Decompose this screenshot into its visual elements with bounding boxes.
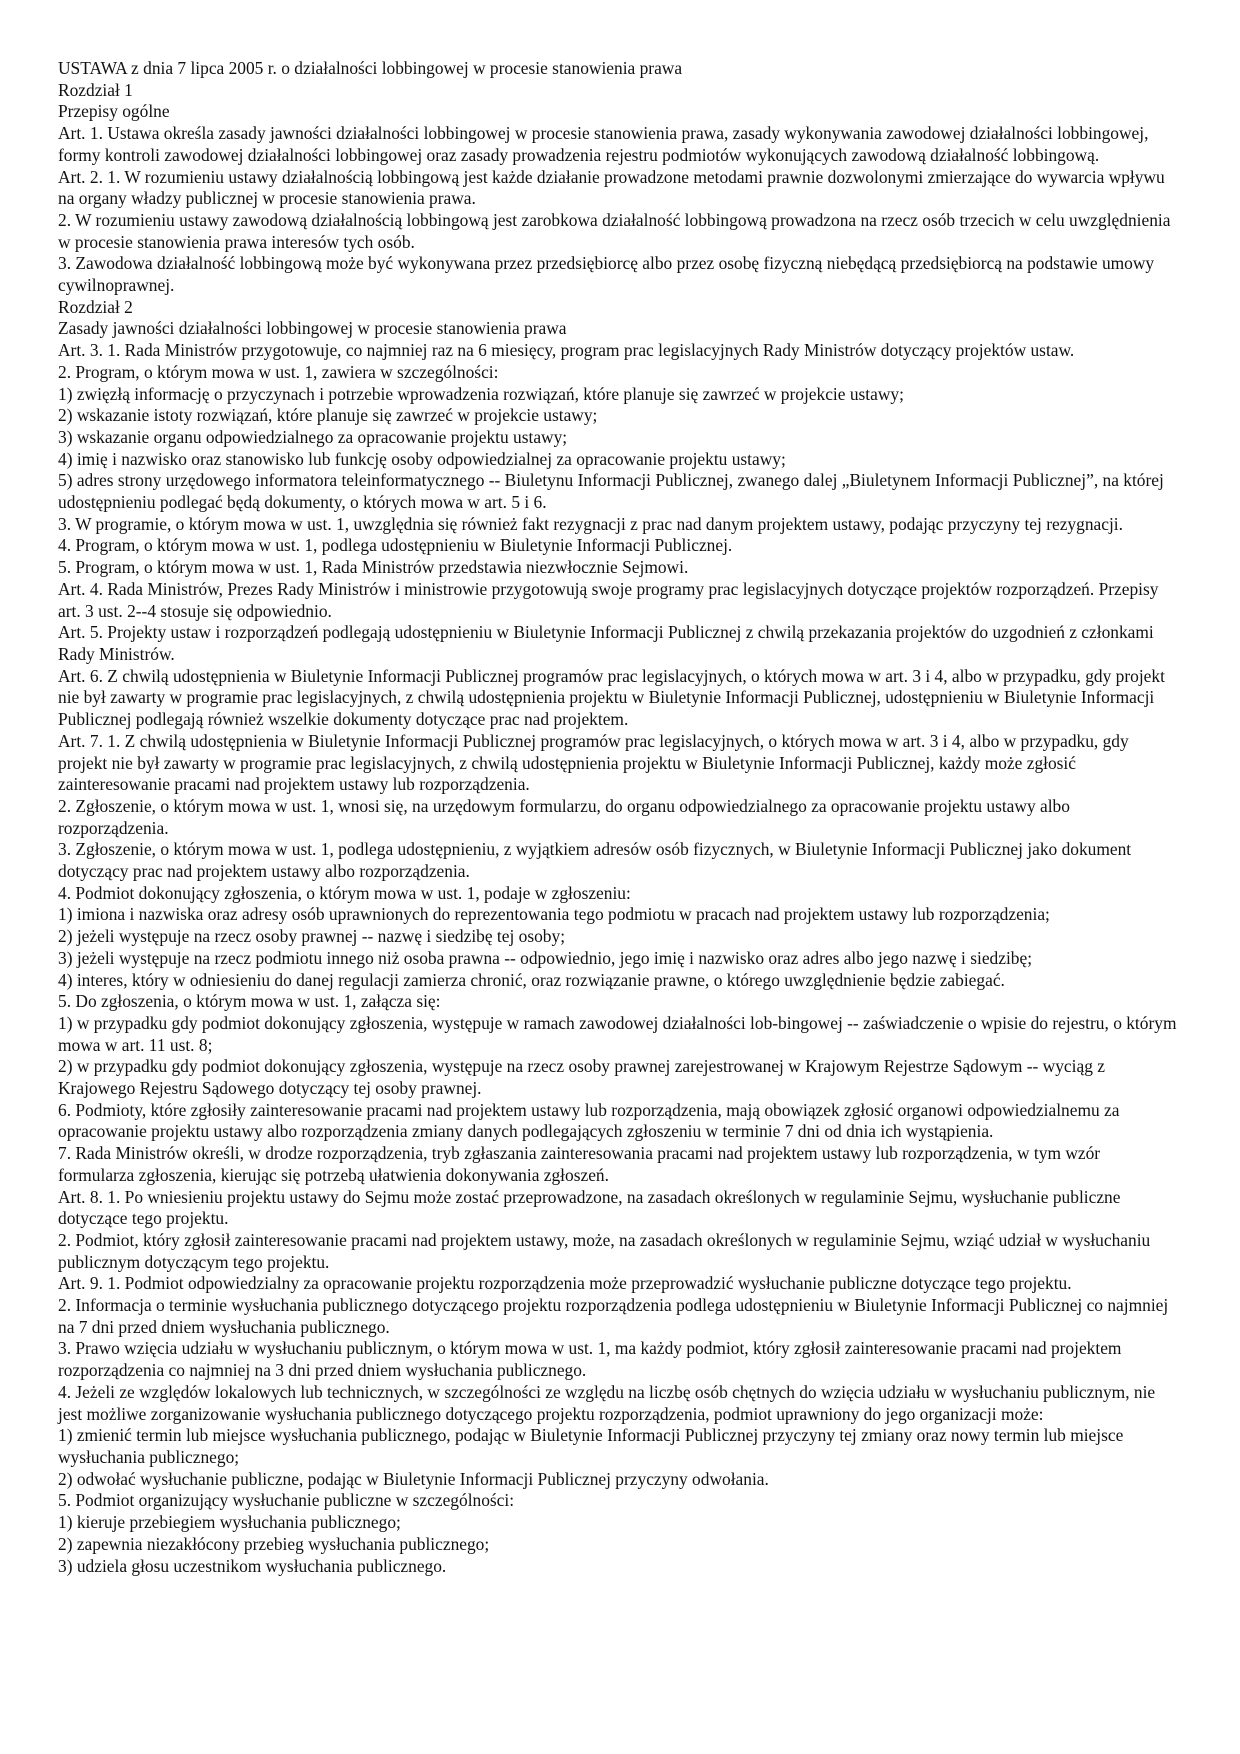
list-item: 2) zapewnia niezakłócony przebieg wysłuchania publicznego; <box>58 1533 490 1554</box>
chapter-title: Zasady jawności działalności lobbingowej w procesie stanowienia prawa <box>58 318 567 339</box>
article-paragraph: Art. 9. 1. Podmiot odpowiedzialny za opracowanie projektu rozporządzenia może przeprowadzić wysłuchanie publiczne dotyczące tego projektu. <box>58 1273 1072 1294</box>
list-item: 3) wskazanie organu odpowiedzialnego za opracowanie projektu ustawy; <box>58 426 568 447</box>
article-paragraph: 3. Prawo wzięcia udziału w wysłuchaniu publicznym, o którym mowa w ust. 1, ma każdy podmiot, który zgłosił zainteresowanie pracami nad projektem rozporządzenia co najmniej na 3 dni przed dniem wysłuchania publicznego. <box>58 1338 1122 1381</box>
article-paragraph: 3. W programie, o którym mowa w ust. 1, uwzględnia się również fakt rezygnacji z prac nad danym projektem ustawy, podając przyczyny tej rezygnacji. <box>58 513 1123 534</box>
list-item: 4) imię i nazwisko oraz stanowisko lub funkcję osoby odpowiedzialnej za opracowanie projektu ustawy; <box>58 448 786 469</box>
list-item: 1) w przypadku gdy podmiot dokonujący zgłoszenia, występuje w ramach zawodowej działalności lob-bingowej -- zaświadczenie o wpisie do rejestru, o którym mowa w art. 11 ust. 8; <box>58 1012 1177 1055</box>
article-paragraph: 5. Program, o którym mowa w ust. 1, Rada Ministrów przedstawia niezwłocznie Sejmowi. <box>58 557 689 578</box>
article-paragraph: 5. Do zgłoszenia, o którym mowa w ust. 1, załącza się: <box>58 991 441 1012</box>
article-paragraph: 6. Podmioty, które zgłosiły zainteresowanie pracami nad projektem ustawy lub rozporządzenia, mają obowiązek zgłosić organowi odpowiedzialnemu za opracowanie projektu ustawy albo rozporządzenia zmiany danych podlegających zgłoszeniu w terminie 7 dni od dnia ich wystąpienia. <box>58 1099 1120 1142</box>
article-paragraph: 7. Rada Ministrów określi, w drodze rozporządzenia, tryb zgłaszania zainteresowania pracami nad projektem ustawy lub rozporządzenia, w tym wzór formularza zgłoszenia, kierując się potrzebą ułatwienia dokonywania zgłoszeń. <box>58 1143 1101 1185</box>
article-paragraph: 2. Zgłoszenie, o którym mowa w ust. 1, wnosi się, na urzędowym formularzu, do organu odpowiedzialnego za opracowanie projektu ustawy albo rozporządzenia. <box>58 795 1070 838</box>
chapter-heading: Rozdział 2 <box>58 296 133 317</box>
article-paragraph: 2. W rozumieniu ustawy zawodową działalnością lobbingową jest zarobkowa działalność lobbingową prowadzona na rzecz osób trzecich w celu uwzględnienia w procesie stanowienia prawa interesów tych osób. <box>58 209 1171 252</box>
article-paragraph: 4. Program, o którym mowa w ust. 1, podlega udostępnieniu w Biuletynie Informacji Publicznej. <box>58 535 733 556</box>
list-item: 3) jeżeli występuje na rzecz podmiotu innego niż osoba prawna -- odpowiednio, jego imię i nazwisko oraz adres albo jego nazwę i siedzibę; <box>58 947 1033 968</box>
article-paragraph: 4. Jeżeli ze względów lokalowych lub technicznych, w szczególności ze względu na liczbę osób chętnych do wzięcia udziału w wysłuchaniu publicznym, nie jest możliwe zorganizowanie wysłuchania publicznego dotyczącego projektu rozporządzenia, podmiot uprawniony do jego organizacji może: <box>58 1381 1156 1424</box>
article-paragraph: Art. 5. Projekty ustaw i rozporządzeń podlegają udostępnieniu w Biuletynie Informacji Publicznej z chwilą przekazania projektów do uzgodnień z członkami Rady Ministrów. <box>58 622 1154 664</box>
list-item: 1) zwięzłą informację o przyczynach i potrzebie wprowadzenia rozwiązań, które planuje się zawrzeć w projekcie ustawy; <box>58 383 904 404</box>
list-item: 4) interes, który w odniesieniu do danej regulacji zamierza chronić, oraz rozwiązanie prawne, o którego uwzględnienie będzie zabiegać. <box>58 969 1005 990</box>
article-paragraph: Art. 2. 1. W rozumieniu ustawy działalnością lobbingową jest każde działanie prowadzone metodami prawnie dozwolonymi zmierzające do wywarcia wpływu na organy władzy publicznej w procesie stanowienia prawa. <box>58 166 1165 209</box>
list-item: 2) odwołać wysłuchanie publiczne, podając w Biuletynie Informacji Publicznej przyczyny odwołania. <box>58 1468 769 1489</box>
article-paragraph: 3. Zgłoszenie, o którym mowa w ust. 1, podlega udostępnieniu, z wyjątkiem adresów osób fizycznych, w Biuletynie Informacji Publicznej jako dokument dotyczący prac nad projektem ustawy albo rozporządzenia. <box>58 839 1132 882</box>
article-paragraph: 2. Informacja o terminie wysłuchania publicznego dotyczącego projektu rozporządzenia podlega udostępnieniu w Biuletynie Informacji Publicznej co najmniej na 7 dni przed dniem wysłuchania publicznego. <box>58 1295 1169 1337</box>
document-page <box>58 58 1178 1577</box>
article-paragraph: Art. 6. Z chwilą udostępnienia w Biuletynie Informacji Publicznej programów prac legislacyjnych, o których mowa w art. 3 i 4, albo w przypadku, gdy projekt nie był zawarty w programie prac legislacyjnych, z chwilą udostępnienia projektu w Biuletynie Informacji Publicznej, udostępnieniu w Biuletynie Informacji Publicznej podlegają również wszelkie dokumenty dotyczące prac nad projektem. <box>58 665 1165 730</box>
article-paragraph: 2. Program, o którym mowa w ust. 1, zawiera w szczególności: <box>58 361 499 382</box>
list-item: 5) adres strony urzędowego informatora teleinformatycznego -- Biuletynu Informacji Publicznej, zwanego dalej „Biuletynem Informacji Publicznej”, na której udostępnieniu podlegać będą dokumenty, o których mowa w art. 5 i 6. <box>58 470 1164 513</box>
list-item: 1) zmienić termin lub miejsce wysłuchania publicznego, podając w Biuletynie Informacji Publicznej przyczyny tej zmiany oraz nowy termin lub miejsce wysłuchania publicznego; <box>58 1425 1124 1467</box>
article-paragraph: Art. 4. Rada Ministrów, Prezes Rady Ministrów i ministrowie przygotowują swoje programy prac legislacyjnych dotyczące projektów rozporządzeń. Przepisy art. 3 ust. 2--4 stosuje się odpowiednio. <box>58 578 1159 621</box>
article-paragraph: 4. Podmiot dokonujący zgłoszenia, o którym mowa w ust. 1, podaje w zgłoszeniu: <box>58 882 631 903</box>
list-item: 2) wskazanie istoty rozwiązań, które planuje się zawrzeć w projekcie ustawy; <box>58 405 598 426</box>
list-item: 2) jeżeli występuje na rzecz osoby prawnej -- nazwę i siedzibę tej osoby; <box>58 926 566 947</box>
article-paragraph: 5. Podmiot organizujący wysłuchanie publiczne w szczególności: <box>58 1490 515 1511</box>
article-paragraph: Art. 8. 1. Po wniesieniu projektu ustawy do Sejmu może zostać przeprowadzone, na zasadach określonych w regulaminie Sejmu, wysłuchanie publiczne dotyczące tego projektu. <box>58 1186 1121 1229</box>
article-paragraph: Art. 3. 1. Rada Ministrów przygotowuje, co najmniej raz na 6 miesięcy, program prac legislacyjnych Rady Ministrów dotyczący projektów ustaw. <box>58 340 1075 361</box>
document-title: USTAWA z dnia 7 lipca 2005 r. o działalności lobbingowej w procesie stanowienia prawa <box>58 58 683 78</box>
article-paragraph: Art. 7. 1. Z chwilą udostępnienia w Biuletynie Informacji Publicznej programów prac legislacyjnych, o których mowa w art. 3 i 4, albo w przypadku, gdy projekt nie był zawarty w programie prac legislacyjnych, z chwilą udostępnienia projektu w Biuletynie Informacji Publicznej, każdy może zgłosić zainteresowanie pracami nad projektem ustawy lub rozporządzenia. <box>58 730 1129 795</box>
list-item: 1) kieruje przebiegiem wysłuchania publicznego; <box>58 1512 401 1533</box>
article-paragraph: 3. Zawodowa działalność lobbingową może być wykonywana przez przedsiębiorcę albo przez osobę fizyczną niebędącą przedsiębiorcą na podstawie umowy cywilnoprawnej. <box>58 253 1155 296</box>
chapter-title: Przepisy ogólne <box>58 101 170 122</box>
article-paragraph: Art. 1. Ustawa określa zasady jawności działalności lobbingowej w procesie stanowienia prawa, zasady wykonywania zawodowej działalności lobbingowej, formy kontroli zawodowej działalności lobbingowej oraz zasady prowadzenia rejestru podmiotów wykonujących zawodową działalność lobbingową. <box>58 123 1149 165</box>
list-item: 3) udziela głosu uczestnikom wysłuchania publicznego. <box>58 1555 447 1576</box>
article-paragraph: 2. Podmiot, który zgłosił zainteresowanie pracami nad projektem ustawy, może, na zasadach określonych w regulaminie Sejmu, wziąć udział w wysłuchaniu publicznym dotyczącym tego projektu. <box>58 1229 1151 1272</box>
list-item: 1) imiona i nazwiska oraz adresy osób uprawnionych do reprezentowania tego podmiotu w pracach nad projektem ustawy lub rozporządzenia; <box>58 904 1050 925</box>
document-body <box>58 58 1178 1577</box>
list-item: 2) w przypadku gdy podmiot dokonujący zgłoszenia, występuje na rzecz osoby prawnej zarejestrowanej w Krajowym Rejestrze Sądowym -- wyciąg z Krajowego Rejestru Sądowego dotyczący tej osoby prawnej. <box>58 1056 1105 1099</box>
chapter-heading: Rozdział 1 <box>58 79 133 100</box>
